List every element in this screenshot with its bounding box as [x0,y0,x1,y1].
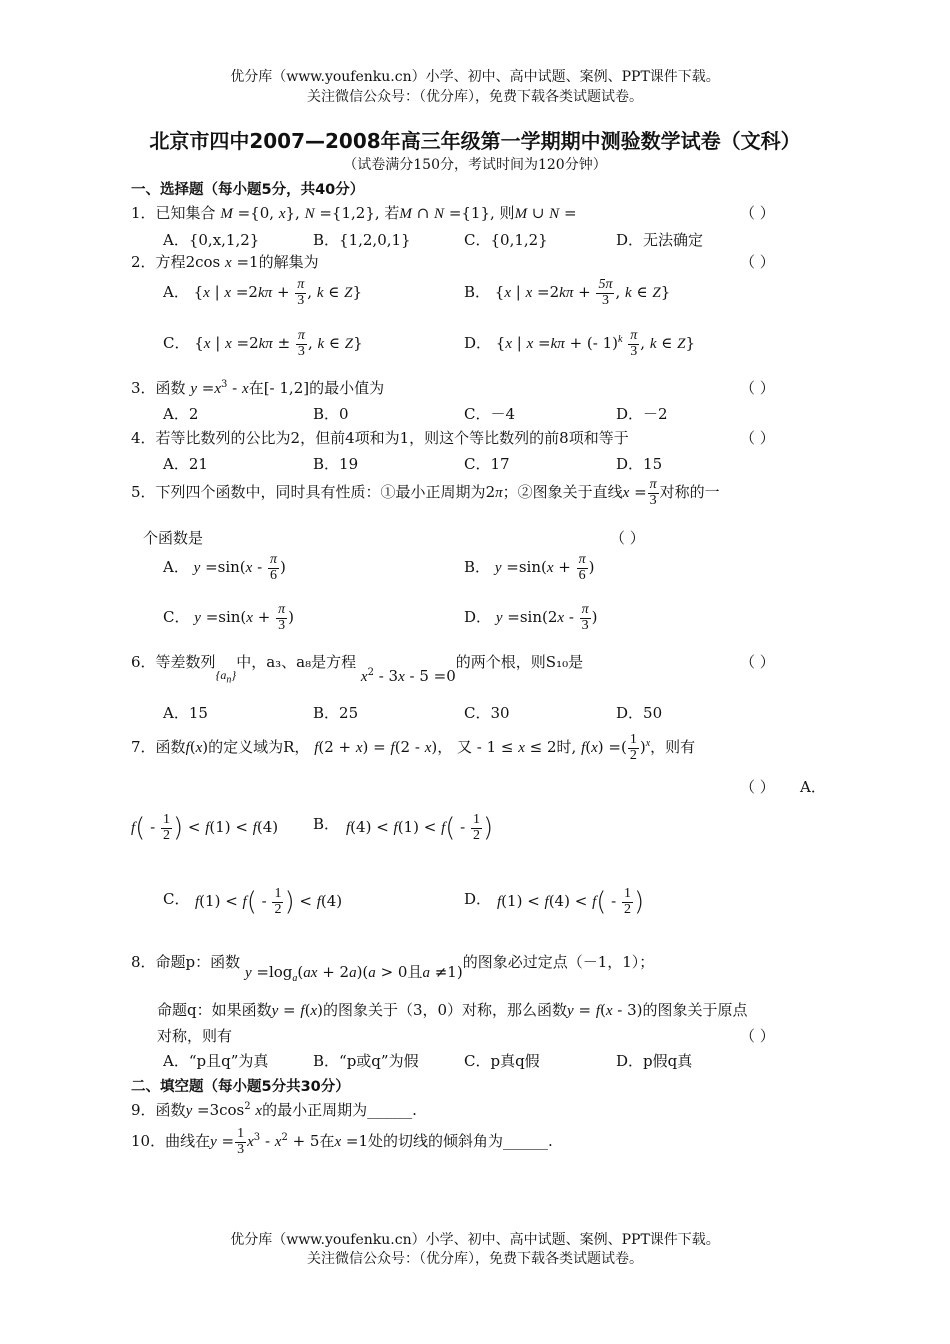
option-b: B． {x | x =2kπ + $\frac{5\pi}{3}$ , k ∈ Z} [464,277,671,308]
question-3: 3．函数 $y =x^3 - x$在[- 1,2]的最小值为 [131,379,385,397]
option-d: D． {x | x =kπ + (- 1)$^k$ $\frac{\pi}{3}$ , k ∈ Z} [464,328,696,359]
question-7: 7．函数f(x)的定义域为R， f(2 + x) = f(2 - x)， 又 - 1 ≤ x ≤ 2时, f(x) =( $\frac{1}{2}$ )$^x$，则有 [131,732,696,763]
option-a: A．21 [163,455,208,473]
page-subtitle: （试卷满分150分，考试时间为120分钟） [343,157,607,173]
question-8-line2: 命题q：如果函数y = f(x)的图象关于（3，0）对称，那么函数y = f(x - 3)的图象关于原点 [157,1001,748,1019]
question-2: 2．方程2cos x =1的解集为 [131,253,319,271]
question-8-line3: 对称，则有 [157,1027,233,1045]
answer-blank: （ ） [610,529,645,547]
option-c: C．30 [464,704,510,722]
footer-line-2: 关注微信公众号：（优分库），免费下载各类试题试卷。 [307,1251,643,1267]
answer-blank: （ ） [740,653,775,671]
option-a: A． {x | x =2kπ + $\frac{\pi}{3}$ , k ∈ Z} [163,277,363,308]
option-d: D． y =sin(2x - $\frac{\pi}{3}$ ) [464,602,598,633]
option-a: A．15 [163,704,208,722]
option-c-label: C． [163,890,190,908]
option-b: B．0 [313,405,349,423]
option-b: B．19 [313,455,359,473]
option-c: f(1) < f( - $\frac{1}{2}$ ) < f(4) [195,886,343,918]
section-heading-fill: 二、填空题（每小题5分共30分） [131,1079,350,1095]
option-c: C．17 [464,455,510,473]
option-d: f(1) < f(4) < f( - $\frac{1}{2}$ ) [497,886,645,918]
option-b-label: B． [313,815,340,833]
question-1: 1．已知集合 M ={0, x}, N ={1,2}, 若M ∩ N ={1}, 则M ∪ N = [131,204,577,222]
option-a: f( - $\frac{1}{2}$ ) < f(1) < f(4) [131,812,279,844]
option-c: C． y =sin(x + $\frac{\pi}{3}$ ) [163,602,294,633]
question-10: 10．曲线在y = $\frac{1}{3}$ $x^3 - x^2 + 5$在x =1处的切线的倾斜角为______. [131,1126,553,1157]
option-b: B．“p或q”为假 [313,1052,419,1070]
option-d: D．p假q真 [616,1052,693,1070]
answer-blank: （ ） [740,253,775,271]
answer-blank: （ ） [740,1027,775,1045]
option-a: A．{0,x,1,2} [163,231,260,249]
question-4: 4．若等比数列的公比为2，但前4项和为1，则这个等比数列的前8项和等于 [131,429,629,447]
answer-blank: （ ） [740,429,775,447]
question-6: 6．等差数列$_{\{a_n\}}$中，a₃、a₈是方程 $x^2 - 3x - 5 =0$的两个根，则S₁₀是 [131,653,584,686]
question-5: 5．下列四个函数中，同时具有性质：①最小正周期为2π；②图象关于直线x = $\frac{\pi}{3}$ 对称的一 [131,477,720,508]
option-d: D．无法确定 [616,231,704,249]
question-9: 9．函数$y =3\cos^2$ x的最小正周期为______. [131,1101,417,1119]
option-c: C．p真q假 [464,1052,540,1070]
question-8: 8．命题p：函数 $y =\log_a(ax + 2a)(a > 0$且a ≠1)的图象必过定点（－1，1）； [131,953,655,984]
option-a: A． y =sin(x - $\frac{\pi}{6}$ ) [163,552,286,583]
option-b: B．25 [313,704,359,722]
option-c: C．－4 [464,405,516,423]
option-c: C． {x | x =2kπ ± $\frac{\pi}{3}$ , k ∈ Z} [163,328,363,359]
option-d-label: D． [464,890,492,908]
footer-line-1: 优分库（www.youfenku.cn）小学、初中、高中试题、案例、PPT课件下载。 [230,1232,720,1248]
section-heading-choice: 一、选择题（每小题5分，共40分） [131,182,365,198]
answer-blank: （ ） [740,379,775,397]
option-d: D．－2 [616,405,668,423]
option-b: B． y =sin(x + $\frac{\pi}{6}$ ) [464,552,595,583]
header-line-2: 关注微信公众号：（优分库），免费下载各类试题试卷。 [307,89,643,105]
option-c: C．{0,1,2} [464,231,548,249]
option-b: f(4) < f(1) < f( - $\frac{1}{2}$ ) [346,812,494,844]
page-title: 北京市四中2007—2008年高三年级第一学期期中测验数学试卷（文科） [149,129,801,153]
question-5-cont: 个函数是 [143,529,204,547]
option-a: A．2 [163,405,199,423]
option-d: D．50 [616,704,663,722]
option-b: B．{1,2,0,1} [313,231,411,249]
header-line-1: 优分库（www.youfenku.cn）小学、初中、高中试题、案例、PPT课件下载。 [230,69,720,85]
option-a: A．“p且q”为真 [163,1052,269,1070]
option-a-label: A． [800,778,826,796]
answer-blank: （ ） [740,778,775,796]
option-d: D．15 [616,455,663,473]
answer-blank: （ ） [740,204,775,222]
